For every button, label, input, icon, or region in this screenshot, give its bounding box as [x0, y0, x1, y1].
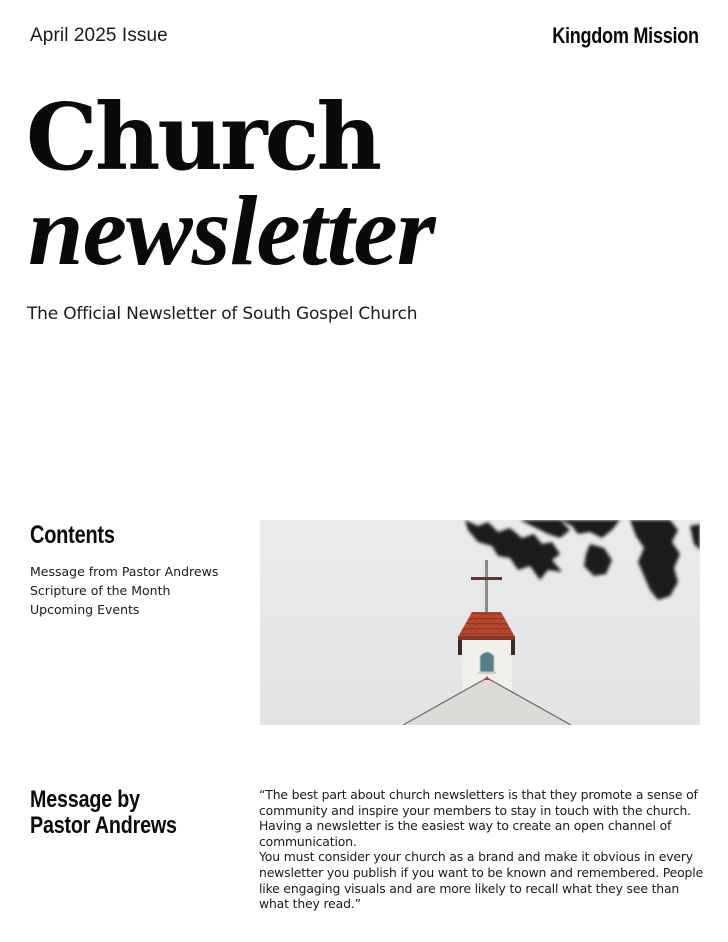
message-paragraph: “The best part about church newsletters is that they promote a sense of community and inspire your members to stay in touch with the church. Having a newsletter is the easiest way to create an open channel of communication.	[259, 787, 698, 849]
message-heading	[30, 787, 177, 839]
issue-label: April 2025 Issue	[30, 25, 168, 46]
contents-item: Message from Pastor Andrews	[30, 564, 219, 579]
message-paragraph: You must consider your church as a brand and make it obvious in every newsletter you publish if you want to be known and remembered. People like engaging visuals and are more likely to recall what they see than what they read.”	[259, 849, 704, 912]
church-steeple-photo	[260, 520, 700, 725]
masthead-title-church: Church	[26, 83, 380, 191]
message-heading-line2: Pastor Andrews	[30, 812, 177, 839]
message-body	[259, 787, 709, 912]
masthead-title-newsletter: newsletter	[28, 175, 435, 286]
contents-item: Scripture of the Month	[30, 583, 171, 598]
masthead-subtitle: The Official Newsletter of South Gospel Church	[27, 304, 418, 324]
contents-heading: Contents	[30, 521, 115, 549]
contents-list	[30, 562, 218, 619]
contents-item: Upcoming Events	[30, 602, 140, 617]
brand-name: Kingdom Mission	[552, 23, 699, 48]
message-heading-line1: Message by	[30, 786, 140, 813]
